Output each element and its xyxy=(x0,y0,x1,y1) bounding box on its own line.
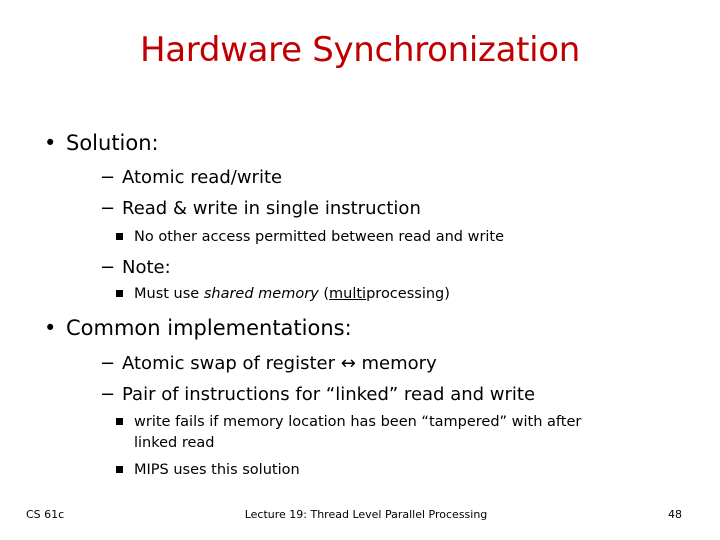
paren-open-text: ( xyxy=(318,286,330,302)
sub-bullet-atomic-swap xyxy=(100,353,437,374)
multi-text: multi xyxy=(329,286,367,302)
shared-memory-text: shared memory xyxy=(203,286,319,302)
sub-bullet-note xyxy=(100,257,171,278)
bullet-dot-icon: • xyxy=(44,131,57,155)
sub-bullet-text: Note: xyxy=(122,257,171,278)
sub-bullet-read-write-single xyxy=(100,198,421,219)
sub-bullet-text: Pair of instructions for “linked” read and write xyxy=(122,384,536,405)
sub-bullet-text: Atomic swap of register ↔ memory xyxy=(122,353,437,374)
square-bullet-icon xyxy=(116,290,123,297)
sub-sub-bullet-text: MIPS uses this solution xyxy=(134,462,300,478)
footer-lecture: Lecture 19: Thread Level Parallel Processing xyxy=(244,508,488,521)
footer-course: CS 61c xyxy=(26,508,65,521)
sub-sub-bullet-text: No other access permitted between read and write xyxy=(134,229,505,245)
sub-sub-bullet-write-fails xyxy=(116,414,581,430)
sub-sub-bullet-text: write fails if memory location has been “tampered” with after xyxy=(134,414,582,430)
bullet-text: Solution: xyxy=(66,131,159,155)
sub-sub-bullet-no-other-access xyxy=(116,229,504,245)
bullet-solution xyxy=(44,131,159,155)
dash-icon: − xyxy=(100,167,116,188)
sub-sub-bullet-text: linked read xyxy=(134,435,215,451)
square-bullet-icon xyxy=(116,418,123,425)
bullet-dot-icon: • xyxy=(44,316,57,340)
sub-bullet-pair-instructions xyxy=(100,384,535,405)
sub-bullet-text: Atomic read/write xyxy=(122,167,283,188)
sub-sub-bullet-write-fails-continued xyxy=(134,435,215,451)
sub-sub-bullet-shared-memory xyxy=(116,286,450,302)
dash-icon: − xyxy=(100,384,116,405)
dash-icon: − xyxy=(100,198,116,219)
dash-icon: − xyxy=(100,257,116,278)
slide-title: Hardware Synchronization xyxy=(139,30,581,70)
square-bullet-icon xyxy=(116,233,123,240)
bullet-text: Common implementations: xyxy=(66,316,352,340)
square-bullet-icon xyxy=(116,466,123,473)
must-use-text: Must use xyxy=(134,286,204,302)
sub-bullet-atomic-rw xyxy=(100,167,282,188)
processing-text: processing) xyxy=(366,286,450,302)
sub-sub-bullet-mips xyxy=(116,462,300,478)
footer-page-number: 48 xyxy=(668,508,682,521)
dash-icon: − xyxy=(100,353,116,374)
bullet-common-implementations xyxy=(44,316,352,340)
sub-bullet-text: Read & write in single instruction xyxy=(122,198,421,219)
